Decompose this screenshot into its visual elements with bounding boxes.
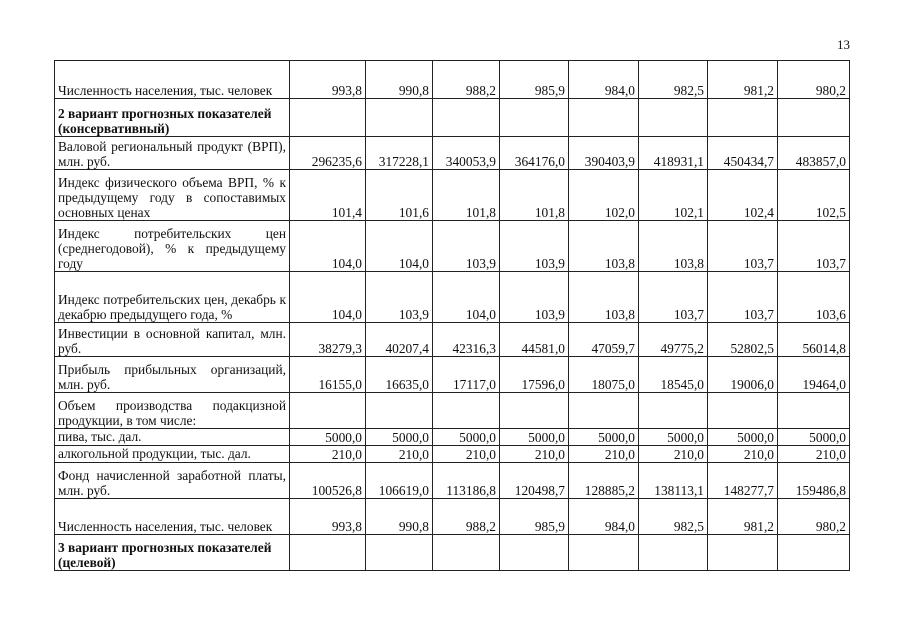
row-label: Объем производства подакцизной продукции, в том числе: <box>55 393 290 429</box>
table-cell: 104,0 <box>290 272 366 323</box>
table-cell: 984,0 <box>569 61 639 99</box>
table-row <box>55 429 850 446</box>
row-label: Прибыль прибыльных организаций, млн. руб. <box>55 357 290 393</box>
table-cell: 210,0 <box>569 446 639 463</box>
table-cell: 988,2 <box>433 499 500 535</box>
table-cell: 296235,6 <box>290 137 366 170</box>
table-cell: 210,0 <box>708 446 778 463</box>
table-cell: 19006,0 <box>708 357 778 393</box>
table-cell <box>500 393 569 429</box>
table-cell <box>433 535 500 571</box>
table-cell: 101,8 <box>433 170 500 221</box>
table-cell <box>708 99 778 137</box>
table-cell: 104,0 <box>433 272 500 323</box>
table-cell <box>639 393 708 429</box>
table-cell: 5000,0 <box>569 429 639 446</box>
table-cell <box>366 535 433 571</box>
table-cell: 113186,8 <box>433 463 500 499</box>
table-cell <box>708 535 778 571</box>
table-cell: 101,4 <box>290 170 366 221</box>
table-cell: 49775,2 <box>639 323 708 357</box>
forecast-table <box>54 60 850 571</box>
table-cell: 210,0 <box>366 446 433 463</box>
table-cell: 18075,0 <box>569 357 639 393</box>
table-cell <box>433 393 500 429</box>
table-cell: 390403,9 <box>569 137 639 170</box>
table-cell: 102,4 <box>708 170 778 221</box>
table-cell: 981,2 <box>708 499 778 535</box>
table-cell: 993,8 <box>290 499 366 535</box>
table-cell: 317228,1 <box>366 137 433 170</box>
table-cell: 450434,7 <box>708 137 778 170</box>
table-row <box>55 393 850 429</box>
table-cell: 981,2 <box>708 61 778 99</box>
table-row <box>55 170 850 221</box>
table-cell: 101,6 <box>366 170 433 221</box>
table-cell: 210,0 <box>778 446 850 463</box>
table-cell: 104,0 <box>366 221 433 272</box>
row-label: Численность населения, тыс. человек <box>55 61 290 99</box>
table-cell: 5000,0 <box>290 429 366 446</box>
table-cell: 210,0 <box>433 446 500 463</box>
row-label: Инвестиции в основной капитал, млн. руб. <box>55 323 290 357</box>
row-label: Индекс потребительских цен (среднегодовой), % к предыдущему году <box>55 221 290 272</box>
table-cell: 42316,3 <box>433 323 500 357</box>
table-cell: 210,0 <box>500 446 569 463</box>
table-cell: 17596,0 <box>500 357 569 393</box>
table-cell: 52802,5 <box>708 323 778 357</box>
table-cell: 980,2 <box>778 499 850 535</box>
table-cell: 18545,0 <box>639 357 708 393</box>
table-row <box>55 357 850 393</box>
table-cell: 982,5 <box>639 61 708 99</box>
row-label: Численность населения, тыс. человек <box>55 499 290 535</box>
table-cell: 159486,8 <box>778 463 850 499</box>
table-cell: 103,7 <box>778 221 850 272</box>
table-cell: 980,2 <box>778 61 850 99</box>
table-cell: 47059,7 <box>569 323 639 357</box>
table-cell: 16155,0 <box>290 357 366 393</box>
row-label: пива, тыс. дал. <box>55 429 290 446</box>
table-cell <box>639 535 708 571</box>
table-cell: 5000,0 <box>433 429 500 446</box>
table-cell <box>639 99 708 137</box>
table-cell: 985,9 <box>500 61 569 99</box>
table-cell <box>500 99 569 137</box>
table-cell: 103,8 <box>569 221 639 272</box>
row-label: Фонд начисленной заработной платы, млн. руб. <box>55 463 290 499</box>
table-cell: 103,7 <box>708 221 778 272</box>
table-cell <box>290 393 366 429</box>
table-cell: 44581,0 <box>500 323 569 357</box>
table-cell: 103,7 <box>639 272 708 323</box>
section-heading: 2 вариант прогнозных показателей (консервативный) <box>55 99 290 137</box>
table-row <box>55 99 850 137</box>
section-heading: 3 вариант прогнозных показателей (целевой) <box>55 535 290 571</box>
table-row <box>55 61 850 99</box>
table-cell <box>778 535 850 571</box>
table-cell: 103,9 <box>433 221 500 272</box>
table-cell <box>500 535 569 571</box>
table-cell: 340053,9 <box>433 137 500 170</box>
table-cell <box>290 99 366 137</box>
table-cell: 988,2 <box>433 61 500 99</box>
table-cell: 38279,3 <box>290 323 366 357</box>
table-cell: 103,9 <box>366 272 433 323</box>
table-cell: 103,6 <box>778 272 850 323</box>
table-cell: 103,9 <box>500 272 569 323</box>
table-cell <box>569 99 639 137</box>
table-cell: 210,0 <box>290 446 366 463</box>
table-cell: 103,8 <box>569 272 639 323</box>
table-cell <box>569 393 639 429</box>
table-cell: 104,0 <box>290 221 366 272</box>
table-cell: 17117,0 <box>433 357 500 393</box>
table-cell: 990,8 <box>366 499 433 535</box>
table-cell <box>569 535 639 571</box>
page-number: 13 <box>837 37 850 52</box>
row-label: Индекс физического объема ВРП, % к предыдущему году в сопоставимых основных ценах <box>55 170 290 221</box>
table-cell <box>366 99 433 137</box>
table-row <box>55 221 850 272</box>
table-cell <box>290 535 366 571</box>
row-label: Валовой региональный продукт (ВРП), млн. руб. <box>55 137 290 170</box>
table-row <box>55 446 850 463</box>
table-row <box>55 499 850 535</box>
table-row <box>55 272 850 323</box>
row-label: алкогольной продукции, тыс. дал. <box>55 446 290 463</box>
table-cell: 102,1 <box>639 170 708 221</box>
table-cell: 483857,0 <box>778 137 850 170</box>
table-cell: 982,5 <box>639 499 708 535</box>
table-cell: 138113,1 <box>639 463 708 499</box>
table-cell: 56014,8 <box>778 323 850 357</box>
table-cell: 103,8 <box>639 221 708 272</box>
table-cell: 128885,2 <box>569 463 639 499</box>
table-cell: 5000,0 <box>778 429 850 446</box>
table-cell: 5000,0 <box>708 429 778 446</box>
table-cell: 364176,0 <box>500 137 569 170</box>
table-row <box>55 535 850 571</box>
row-label: Индекс потребительских цен, декабрь к декабрю предыдущего года, % <box>55 272 290 323</box>
table-cell <box>366 393 433 429</box>
table-cell: 16635,0 <box>366 357 433 393</box>
table-row <box>55 463 850 499</box>
table-cell <box>778 99 850 137</box>
table-cell: 106619,0 <box>366 463 433 499</box>
table-cell <box>708 393 778 429</box>
table-cell: 19464,0 <box>778 357 850 393</box>
table-cell: 5000,0 <box>366 429 433 446</box>
table-cell: 120498,7 <box>500 463 569 499</box>
table-row <box>55 323 850 357</box>
table-cell <box>778 393 850 429</box>
table-cell: 40207,4 <box>366 323 433 357</box>
table-cell: 103,7 <box>708 272 778 323</box>
table-row <box>55 137 850 170</box>
table-cell: 993,8 <box>290 61 366 99</box>
table-cell: 5000,0 <box>500 429 569 446</box>
table-cell: 102,5 <box>778 170 850 221</box>
table-cell: 210,0 <box>639 446 708 463</box>
table-cell: 148277,7 <box>708 463 778 499</box>
table-cell: 985,9 <box>500 499 569 535</box>
table-cell: 418931,1 <box>639 137 708 170</box>
table-cell: 102,0 <box>569 170 639 221</box>
table-cell: 103,9 <box>500 221 569 272</box>
table-cell: 101,8 <box>500 170 569 221</box>
table-cell: 984,0 <box>569 499 639 535</box>
table-cell: 5000,0 <box>639 429 708 446</box>
table-cell <box>433 99 500 137</box>
table-cell: 990,8 <box>366 61 433 99</box>
table-cell: 100526,8 <box>290 463 366 499</box>
